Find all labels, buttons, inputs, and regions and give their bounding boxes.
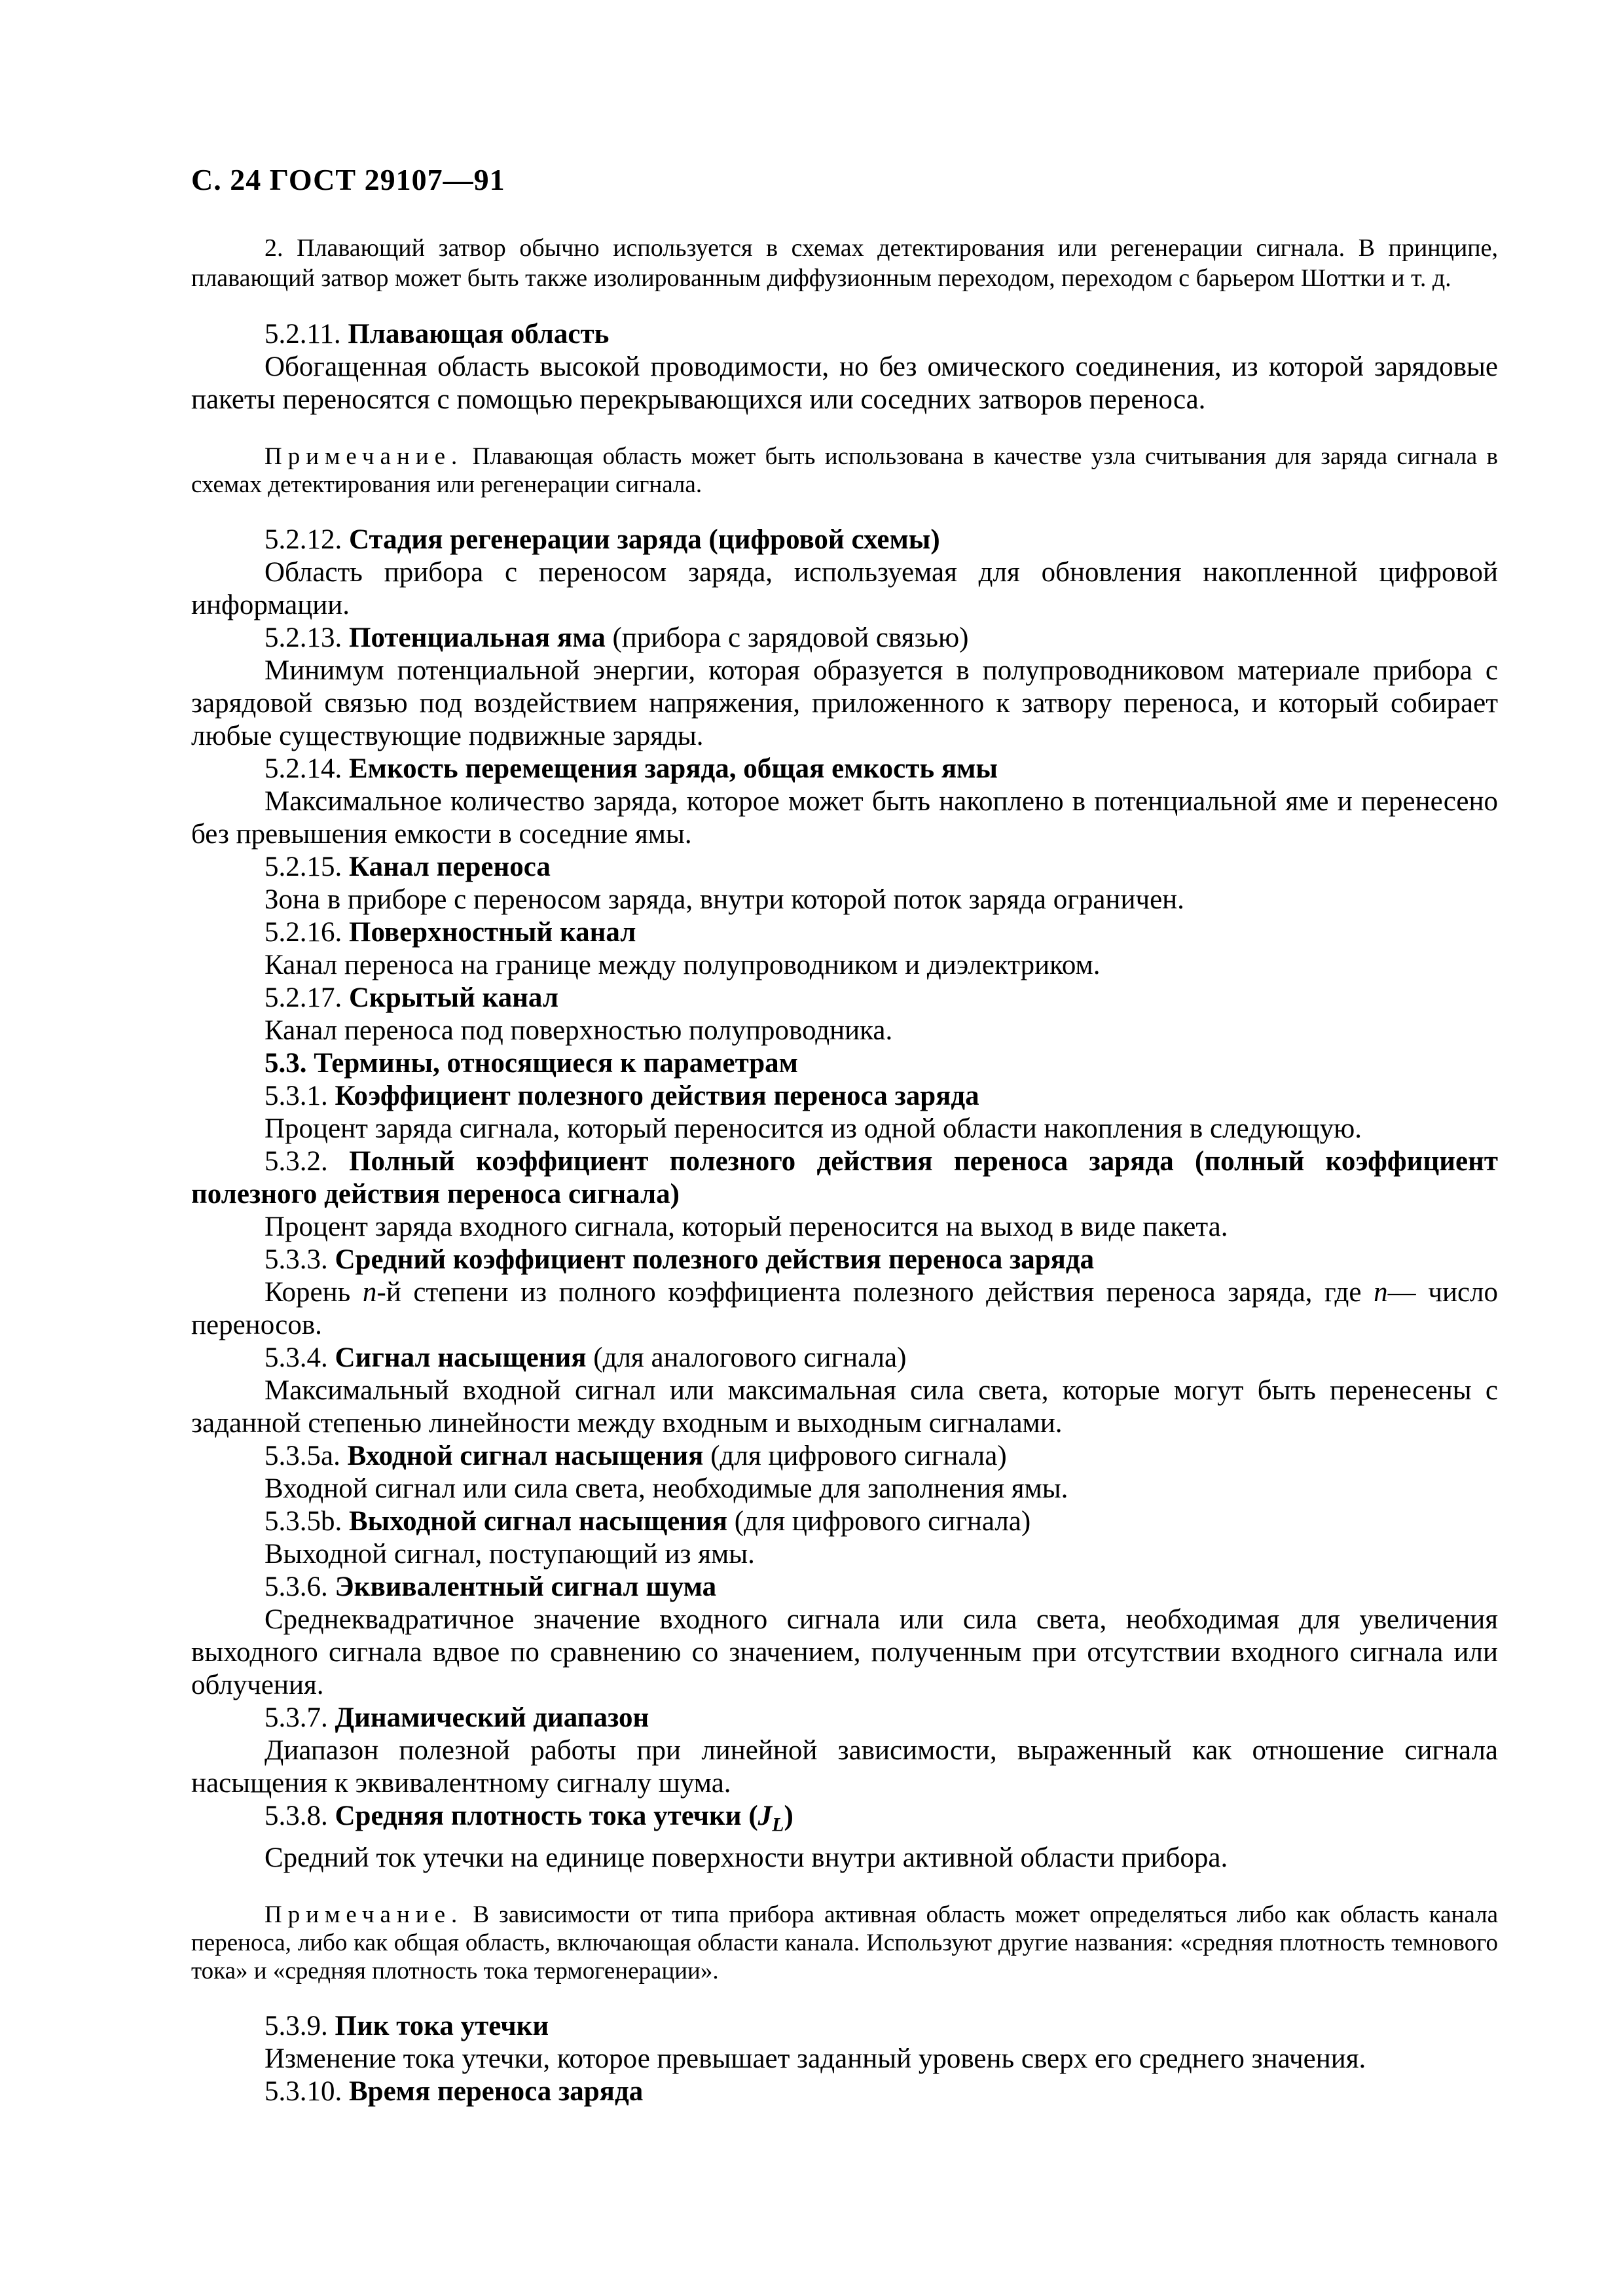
section-5-3-1-definition: Процент заряда сигнала, который переносится из одной области накопления в следующую. xyxy=(264,1113,1362,1144)
section-number: 5.3.10. xyxy=(264,2075,342,2107)
page-content xyxy=(191,233,1498,2108)
section-number: 5.3.1. xyxy=(264,1081,328,1111)
section-term: Время переноса заряда xyxy=(349,2075,644,2107)
section-5-3-2-definition: Процент заряда входного сигнала, который переносится на выход в виде пакета. xyxy=(264,1211,1228,1242)
section-qualifier: (для аналогового сигнала) xyxy=(593,1342,907,1373)
section-term: Скрытый канал xyxy=(349,982,558,1013)
section-5-2-15-definition: Зона в приборе с переносом заряда, внутри которой поток заряда ограничен. xyxy=(264,884,1184,915)
section-5-2-13-definition: Минимум потенциальной энергии, которая образуется в полупроводниковом материале прибора с зарядовой связью под воздействием напряжения, приложенного к затвору переноса, и который собирает любые существующие подвижные заряды. xyxy=(191,655,1498,751)
definition-part: — число переносов. xyxy=(191,1277,1498,1340)
symbol-l-subscript: L xyxy=(772,1814,784,1836)
symbol-j: J xyxy=(757,1801,773,1831)
section-number: 5.2.11. xyxy=(264,319,341,350)
section-5-2-11-heading xyxy=(191,318,1498,351)
section-5-2-11-definition: Обогащенная область высокой проводимости, но без омического соединения, из которой зарядовые пакеты переносятся с помощью перекрывающихся или соседних затворов переноса. xyxy=(191,351,1498,415)
section-5-3-5a-heading xyxy=(191,1440,1498,1473)
section-number: 5.3.5a. xyxy=(264,1441,340,1471)
note-1 xyxy=(191,442,1498,499)
section-term xyxy=(335,1801,793,1836)
section-number: 5.3.6. xyxy=(264,1571,328,1602)
top-note: 2. Плавающий затвор обычно используется в схемах детектирования или регенерации сигнала. В принципе, плавающий затвор может быть также изолированным диффузионным переходом, переходом с барьером Шоттки и т. д. xyxy=(191,234,1498,292)
section-5-3-4-heading xyxy=(191,1342,1498,1374)
term-text: Средняя плотность тока утечки ( xyxy=(335,1801,758,1831)
note-label: Примечание. xyxy=(264,443,464,470)
section-5-2-14-heading xyxy=(191,753,1498,785)
section-number: 5.3.4. xyxy=(264,1342,328,1373)
section-5-3-8-definition: Средний ток утечки на единице поверхности внутри активной области прибора. xyxy=(264,1842,1228,1873)
section-term: Плавающая область xyxy=(348,319,610,350)
section-number: 5.3.8. xyxy=(264,1801,328,1831)
section-term: Коэффициент полезного действия переноса заряда xyxy=(335,1081,979,1111)
section-5-2-14-definition: Максимальное количество заряда, которое может быть накоплено в потенциальной яме и перенесено без превышения емкости в соседние ямы. xyxy=(191,786,1498,850)
section-number: 5.2.14. xyxy=(264,753,342,784)
section-5-3-8-heading xyxy=(191,1800,1498,1842)
section-term: Емкость перемещения заряда, общая емкость ямы xyxy=(349,753,998,784)
section-5-3-6-heading xyxy=(191,1571,1498,1604)
section-5-3-title: 5.3. Термины, относящиеся к параметрам xyxy=(264,1048,798,1079)
section-5-3-9-heading xyxy=(191,2010,1498,2043)
definition-part: -й степени из полного коэффициента полезного действия переноса заряда, где xyxy=(376,1277,1374,1308)
section-term: Стадия регенерации заряда (цифровой схемы) xyxy=(349,524,940,555)
section-number: 5.3.7. xyxy=(264,1702,328,1733)
note-text: В зависимости от типа прибора активная область может определяться либо как область канала переноса, либо как общая область, включающая области канала. Используют другие названия: «средняя плотность темнового тока» и «средняя плотность тока термогенерации». xyxy=(191,1901,1498,1984)
section-5-3-2-heading xyxy=(191,1145,1498,1211)
term-text-end: ) xyxy=(784,1801,793,1831)
variable-n: n xyxy=(1374,1277,1388,1308)
section-term: Входной сигнал насыщения xyxy=(347,1441,704,1471)
section-5-2-12-heading xyxy=(191,524,1498,556)
section-qualifier: (прибора с зарядовой связью) xyxy=(612,622,969,653)
section-qualifier: (для цифрового сигнала) xyxy=(734,1506,1031,1537)
section-number: 5.2.16. xyxy=(264,917,342,948)
section-number: 5.3.3. xyxy=(264,1244,328,1275)
section-term: Эквивалентный сигнал шума xyxy=(335,1571,717,1602)
section-term: Полный коэффициент полезного действия переноса заряда (полный коэффициент полезного действия переноса сигнала) xyxy=(191,1146,1498,1210)
section-5-2-13-heading xyxy=(191,622,1498,655)
variable-n: n xyxy=(362,1277,377,1308)
section-term: Средний коэффициент полезного действия переноса заряда xyxy=(335,1244,1095,1275)
section-5-3-10-heading xyxy=(191,2075,1498,2108)
section-term: Динамический диапазон xyxy=(335,1702,649,1733)
section-5-2-17-definition: Канал переноса под поверхностью полупроводника. xyxy=(264,1015,893,1046)
section-number: 5.2.13. xyxy=(264,622,342,653)
section-5-2-16-definition: Канал переноса на границе между полупроводником и диэлектриком. xyxy=(264,950,1101,980)
section-number: 5.3.5b. xyxy=(264,1506,342,1537)
section-number: 5.2.15. xyxy=(264,852,342,882)
section-5-3-5a-definition: Входной сигнал или сила света, необходимые для заполнения ямы. xyxy=(264,1473,1068,1504)
section-term: Поверхностный канал xyxy=(349,917,636,948)
section-term: Пик тока утечки xyxy=(335,2010,549,2041)
section-5-2-16-heading xyxy=(191,916,1498,949)
section-5-3-3-definition xyxy=(191,1276,1498,1342)
section-number: 5.2.17. xyxy=(264,982,342,1013)
note-text: Плавающая область может быть использована в качестве узла считывания для заряда сигнала в схемах детектирования или регенерации сигнала. xyxy=(191,443,1499,498)
page-header: С. 24 ГОСТ 29107—91 xyxy=(191,163,505,196)
section-term: Потенциальная яма xyxy=(349,622,606,653)
section-number: 5.3.9. xyxy=(264,2010,328,2041)
note-label: Примечание. xyxy=(264,1901,464,1928)
section-5-2-15-heading xyxy=(191,851,1498,884)
section-5-3-7-heading xyxy=(191,1702,1498,1734)
section-5-3-3-heading xyxy=(191,1244,1498,1276)
section-number: 5.2.12. xyxy=(264,524,342,555)
section-5-2-12-definition: Область прибора с переносом заряда, используемая для обновления накопленной цифровой информации. xyxy=(191,557,1498,620)
section-qualifier: (для цифрового сигнала) xyxy=(710,1441,1007,1471)
section-5-3-6-definition: Среднеквадратичное значение входного сигнала или сила света, необходимая для увеличения выходного сигнала вдвое по сравнению со значением, полученным при отсутствии входного сигнала или облучения. xyxy=(191,1604,1498,1700)
section-5-3-7-definition: Диапазон полезной работы при линейной зависимости, выраженный как отношение сигнала насыщения к эквивалентному сигналу шума. xyxy=(191,1735,1498,1799)
section-5-3-1-heading xyxy=(191,1080,1498,1113)
section-5-3-5b-definition: Выходной сигнал, поступающий из ямы. xyxy=(264,1539,755,1570)
section-5-3-4-definition: Максимальный входной сигнал или максимальная сила света, которые могут быть перенесены с заданной степенью линейности между входным и выходным сигналами. xyxy=(191,1375,1498,1439)
section-5-3-9-definition: Изменение тока утечки, которое превышает заданный уровень сверх его среднего значения. xyxy=(264,2043,1366,2074)
section-term: Сигнал насыщения xyxy=(335,1342,587,1373)
section-5-2-17-heading xyxy=(191,982,1498,1014)
section-term: Канал переноса xyxy=(349,852,551,882)
section-term: Выходной сигнал насыщения xyxy=(349,1506,727,1537)
section-number: 5.3.2. xyxy=(264,1146,328,1177)
note-2 xyxy=(191,1901,1498,1985)
section-5-3-5b-heading xyxy=(191,1505,1498,1538)
definition-part: Корень xyxy=(264,1277,363,1308)
